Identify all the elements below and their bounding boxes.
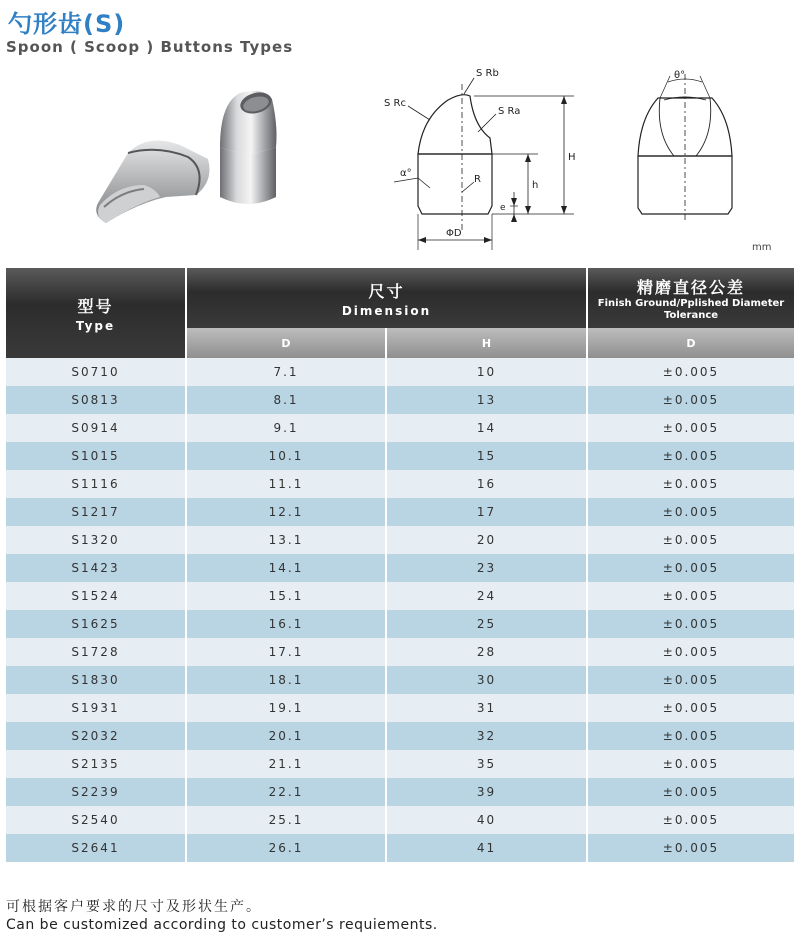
cell-h: 10 bbox=[386, 358, 587, 386]
table-row bbox=[6, 358, 794, 386]
cell-type: S2135 bbox=[6, 750, 186, 778]
label-alpha: α° bbox=[400, 168, 412, 179]
label-phi-d: ΦD bbox=[446, 228, 462, 239]
cell-h: 25 bbox=[386, 610, 587, 638]
cell-d: 7.1 bbox=[186, 358, 386, 386]
table-row bbox=[6, 722, 794, 750]
page-title-cn: 勺形齿(S) bbox=[8, 10, 126, 38]
table-row bbox=[6, 694, 794, 722]
header-tolerance-en: Finish Ground/Pplished Diameter Tolerance bbox=[597, 297, 785, 321]
spec-table-body bbox=[6, 358, 794, 862]
subheader-tol-d: D bbox=[587, 328, 794, 358]
label-sra: S Ra bbox=[498, 106, 521, 117]
cell-h: 24 bbox=[386, 582, 587, 610]
table-row bbox=[6, 498, 794, 526]
cell-type: S2032 bbox=[6, 722, 186, 750]
cell-d: 14.1 bbox=[186, 554, 386, 582]
table-row bbox=[6, 750, 794, 778]
cell-h: 28 bbox=[386, 638, 587, 666]
cell-type: S1524 bbox=[6, 582, 186, 610]
cell-h: 39 bbox=[386, 778, 587, 806]
table-row bbox=[6, 638, 794, 666]
cell-tolerance: ±0.005 bbox=[587, 834, 794, 862]
cell-tolerance: ±0.005 bbox=[587, 750, 794, 778]
cell-type: S1625 bbox=[6, 610, 186, 638]
table-row bbox=[6, 666, 794, 694]
header-dimension bbox=[186, 268, 587, 328]
cell-h: 17 bbox=[386, 498, 587, 526]
cell-type: S0914 bbox=[6, 414, 186, 442]
label-srb: S Rb bbox=[476, 68, 499, 79]
cell-type: S1728 bbox=[6, 638, 186, 666]
cell-h: 23 bbox=[386, 554, 587, 582]
cell-h: 15 bbox=[386, 442, 587, 470]
page-title-en: Spoon ( Scoop ) Buttons Types bbox=[6, 38, 294, 56]
cell-d: 8.1 bbox=[186, 386, 386, 414]
cell-h: 16 bbox=[386, 470, 587, 498]
product-photo bbox=[88, 85, 328, 235]
cell-type: S1015 bbox=[6, 442, 186, 470]
label-theta: θ° bbox=[674, 70, 686, 81]
cell-tolerance: ±0.005 bbox=[587, 694, 794, 722]
cell-h: 14 bbox=[386, 414, 587, 442]
spoon-head-outline bbox=[418, 95, 492, 154]
cell-type: S1320 bbox=[6, 526, 186, 554]
cell-type: S1423 bbox=[6, 554, 186, 582]
button-standing bbox=[220, 89, 277, 204]
label-r: R bbox=[474, 174, 481, 185]
cell-tolerance: ±0.005 bbox=[587, 386, 794, 414]
header-type-en: Type bbox=[75, 318, 116, 333]
cell-type: S0710 bbox=[6, 358, 186, 386]
cell-tolerance: ±0.005 bbox=[587, 554, 794, 582]
cell-type: S1217 bbox=[6, 498, 186, 526]
cell-d: 17.1 bbox=[186, 638, 386, 666]
cell-h: 41 bbox=[386, 834, 587, 862]
header-type bbox=[6, 268, 186, 358]
cell-tolerance: ±0.005 bbox=[587, 442, 794, 470]
table-row bbox=[6, 414, 794, 442]
table-row bbox=[6, 470, 794, 498]
cell-h: 31 bbox=[386, 694, 587, 722]
cell-tolerance: ±0.005 bbox=[587, 582, 794, 610]
cell-d: 20.1 bbox=[186, 722, 386, 750]
cell-type: S2641 bbox=[6, 834, 186, 862]
cell-h: 30 bbox=[386, 666, 587, 694]
header-dimension-en: Dimension bbox=[341, 303, 432, 318]
cell-tolerance: ±0.005 bbox=[587, 806, 794, 834]
cell-type: S1931 bbox=[6, 694, 186, 722]
cell-tolerance: ±0.005 bbox=[587, 778, 794, 806]
label-h-upper: H bbox=[568, 152, 576, 163]
table-row bbox=[6, 778, 794, 806]
subheader-h: H bbox=[386, 328, 587, 358]
table-row bbox=[6, 610, 794, 638]
cell-tolerance: ±0.005 bbox=[587, 526, 794, 554]
cell-type: S1830 bbox=[6, 666, 186, 694]
cell-tolerance: ±0.005 bbox=[587, 610, 794, 638]
cell-tolerance: ±0.005 bbox=[587, 358, 794, 386]
cell-type: S0813 bbox=[6, 386, 186, 414]
subheader-d: D bbox=[186, 328, 386, 358]
cell-type: S1116 bbox=[6, 470, 186, 498]
cell-d: 11.1 bbox=[186, 470, 386, 498]
cell-h: 20 bbox=[386, 526, 587, 554]
header-type-cn: 型号 bbox=[77, 296, 114, 316]
cell-h: 40 bbox=[386, 806, 587, 834]
cell-h: 32 bbox=[386, 722, 587, 750]
header-tolerance-cn: 精磨直径公差 bbox=[636, 277, 745, 297]
table-row bbox=[6, 526, 794, 554]
table-row bbox=[6, 582, 794, 610]
footer-note-cn: 可根据客户要求的尺寸及形状生产。 bbox=[6, 899, 262, 915]
label-src: S Rc bbox=[384, 98, 406, 109]
cell-tolerance: ±0.005 bbox=[587, 414, 794, 442]
cell-d: 22.1 bbox=[186, 778, 386, 806]
cell-d: 9.1 bbox=[186, 414, 386, 442]
cell-h: 35 bbox=[386, 750, 587, 778]
button-lying bbox=[96, 141, 209, 224]
cell-d: 18.1 bbox=[186, 666, 386, 694]
cell-tolerance: ±0.005 bbox=[587, 722, 794, 750]
cell-d: 13.1 bbox=[186, 526, 386, 554]
cell-d: 15.1 bbox=[186, 582, 386, 610]
table-row bbox=[6, 554, 794, 582]
table-row bbox=[6, 834, 794, 862]
footer-note-en: Can be customized according to customer’s requiements. bbox=[6, 917, 438, 933]
unit-label: mm bbox=[752, 242, 772, 253]
cell-d: 21.1 bbox=[186, 750, 386, 778]
spec-table bbox=[6, 268, 794, 862]
cell-d: 12.1 bbox=[186, 498, 386, 526]
front-view-drawing bbox=[630, 64, 740, 224]
cell-d: 16.1 bbox=[186, 610, 386, 638]
label-e: e bbox=[500, 203, 506, 213]
header-tolerance bbox=[587, 268, 794, 328]
cell-d: 26.1 bbox=[186, 834, 386, 862]
cell-d: 10.1 bbox=[186, 442, 386, 470]
side-view-drawing bbox=[378, 64, 593, 254]
cell-h: 13 bbox=[386, 386, 587, 414]
cell-type: S2540 bbox=[6, 806, 186, 834]
cell-tolerance: ±0.005 bbox=[587, 470, 794, 498]
cell-d: 25.1 bbox=[186, 806, 386, 834]
table-row bbox=[6, 386, 794, 414]
cell-tolerance: ±0.005 bbox=[587, 666, 794, 694]
table-row bbox=[6, 442, 794, 470]
cell-type: S2239 bbox=[6, 778, 186, 806]
table-row bbox=[6, 806, 794, 834]
cell-tolerance: ±0.005 bbox=[587, 638, 794, 666]
header-dimension-cn: 尺寸 bbox=[368, 281, 405, 301]
label-h-lower: h bbox=[532, 180, 539, 191]
cell-d: 19.1 bbox=[186, 694, 386, 722]
cell-tolerance: ±0.005 bbox=[587, 498, 794, 526]
